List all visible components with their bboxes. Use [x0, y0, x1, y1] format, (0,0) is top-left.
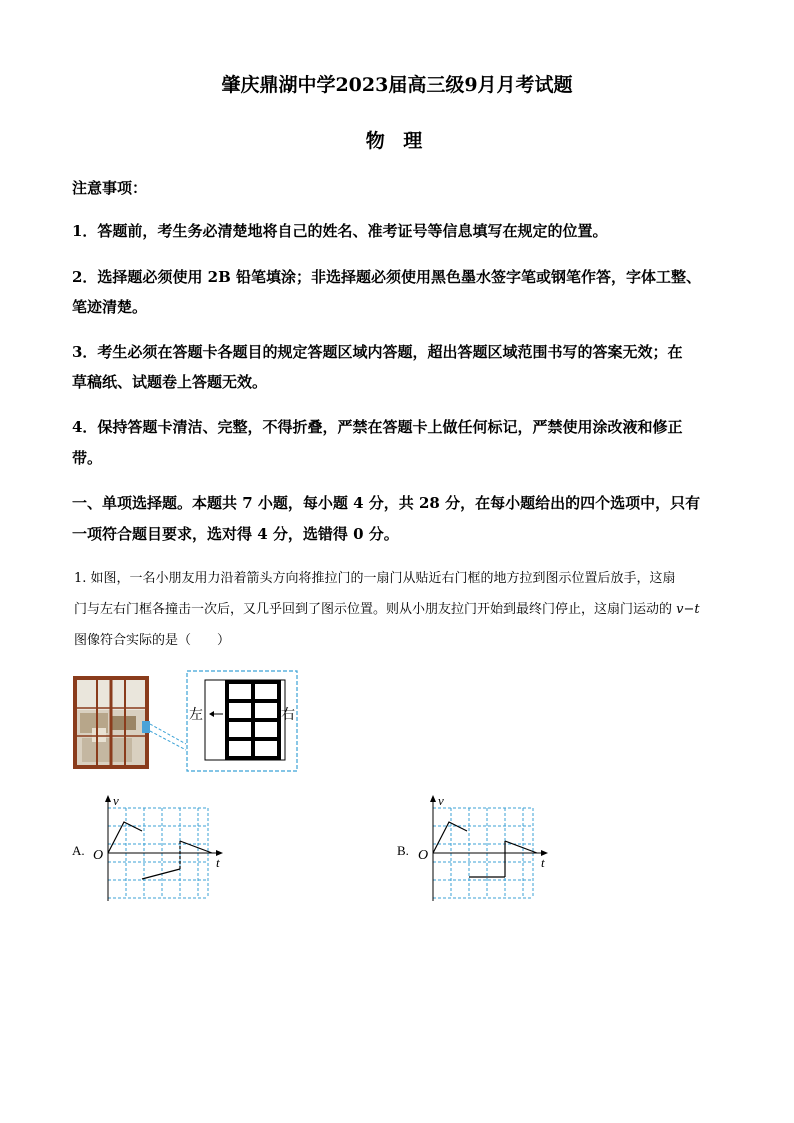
notice-item-3: 3．考生必须在答题卡各题目的规定答题区域内答题，超出答题区域范围书写的答案无效；在 [72, 343, 683, 361]
sliding-door-photo [73, 676, 150, 769]
curve-segment-3 [180, 841, 212, 853]
exam-title: 肇庆鼎湖中学2023届高三级9月月考试题 [221, 74, 573, 96]
option-a-graph [88, 793, 228, 905]
question-1-line2-text: 门与左右门框各撞击一次后，又几乎回到了图示位置。则从小朋友拉门开始到最终门停止，这扇门运动的 [74, 602, 677, 617]
notice-item-2: 2．选择题必须使用 2B 铅笔填涂；非选择题必须使用黑色墨水签字笔或钢笔作答，字体工整、 [72, 268, 702, 286]
v-axis-label: v [438, 793, 444, 808]
notice-item-4-cont: 带。 [72, 449, 103, 467]
curve-segment-2 [142, 869, 180, 879]
door-panel [227, 682, 279, 758]
left-arrow-icon [209, 711, 223, 717]
curve-segment-3 [505, 841, 537, 853]
origin-label: O [418, 848, 429, 863]
notice-heading: 注意事项： [72, 179, 148, 197]
notice-item-1: 1．答题前，考生务必清楚地将自己的姓名、准考证号等信息填写在规定的位置。 [72, 222, 608, 240]
left-label: 左 [189, 707, 203, 723]
dash-symbol: − [683, 602, 695, 617]
curve-segment-1 [108, 822, 142, 853]
question-1-line1: 1. 如图，一名小朋友用力沿着箭头方向将推拉门的一扇门从贴近右门框的地方拉到图示位置后放手，这扇 [74, 571, 676, 586]
v-axis-arrow-icon [105, 795, 111, 802]
curve-segment-1 [433, 822, 467, 853]
notice-item-4: 4．保持答题卡清洁、完整，不得折叠，严禁在答题卡上做任何标记，严禁使用涂改液和修正 [72, 418, 683, 436]
option-a-label: A. [72, 843, 85, 858]
v-axis-label: v [113, 793, 119, 808]
t-symbol: t [694, 602, 700, 617]
subject-title: 物 理 [365, 130, 429, 152]
t-axis-label: t [216, 855, 220, 870]
option-b-label: B. [397, 843, 409, 858]
v-axis-arrow-icon [430, 795, 436, 802]
question-1-line2 [74, 595, 734, 625]
section-heading-line2: 一项符合题目要求，选对得 4 分，选错得 0 分。 [72, 525, 399, 543]
v-symbol: v [676, 602, 684, 617]
origin-label: O [93, 848, 104, 863]
notice-item-3-cont: 草稿纸、试题卷上答题无效。 [72, 373, 268, 391]
question-1-line3: 图像符合实际的是（ ） [74, 633, 231, 648]
t-axis-label: t [541, 855, 545, 870]
option-b-graph [413, 793, 553, 905]
section-heading-line1: 一、单项选择题。本题共 7 小题，每小题 4 分，共 28 分，在每小题给出的四个选项中，只有 [72, 494, 701, 512]
right-label: 右 [281, 707, 295, 723]
door-figure [70, 668, 310, 774]
notice-item-2-cont: 笔迹清楚。 [72, 298, 148, 316]
